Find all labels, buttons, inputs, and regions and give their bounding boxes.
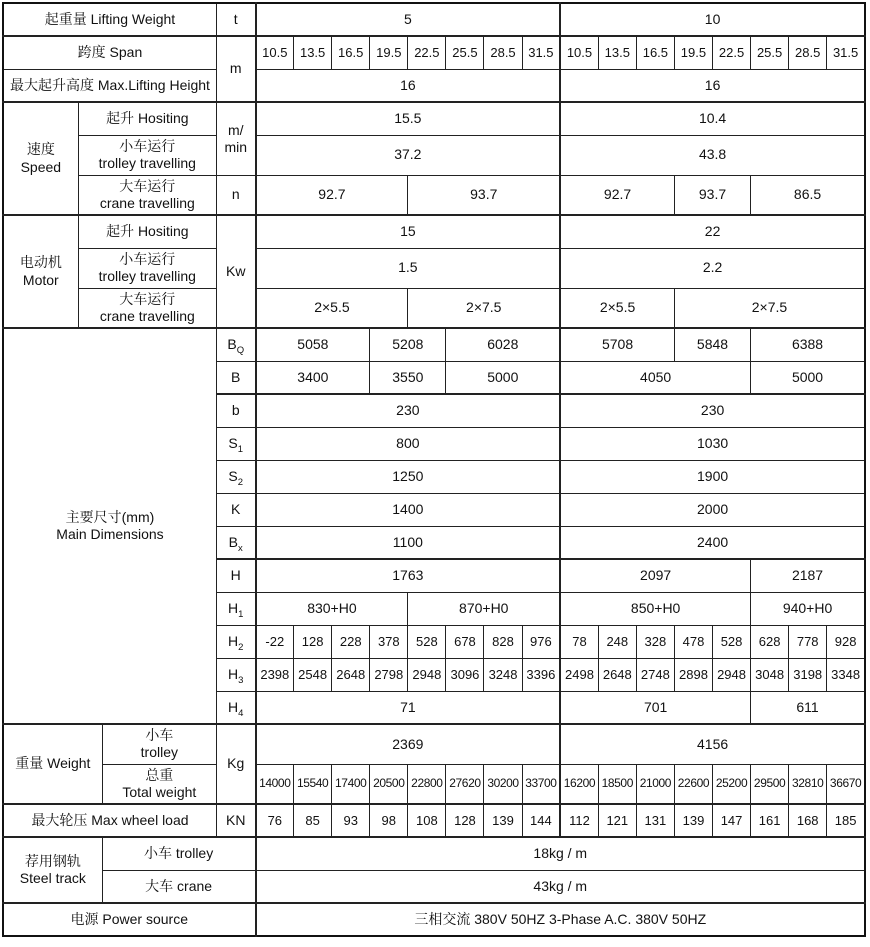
motor-label-en: Motor: [22, 271, 59, 288]
symbol-b-small: b: [216, 394, 255, 427]
wheel-load-cell: 108: [408, 804, 446, 837]
row-lifting-weight: [3, 3, 865, 36]
h4-5t: 71: [256, 691, 561, 724]
row-speed-crane: [3, 175, 865, 215]
bx-10t: 2400: [560, 526, 865, 559]
speed-crane-10t-b: 93.7: [674, 175, 750, 215]
s1-5t: 800: [256, 427, 561, 460]
motor-label-zh: 电动机: [19, 254, 62, 271]
bq-5t-a: 5058: [256, 328, 370, 361]
track-trolley-label: 小车 trolley: [102, 837, 255, 870]
h3-cell: 3048: [751, 658, 789, 691]
lifting-weight-5t: 5: [256, 3, 561, 36]
weight-group-label: 重量 Weight: [3, 724, 102, 804]
row-motor-crane: [3, 288, 865, 328]
weight-total-label: [102, 764, 216, 804]
row-dim-bq: [3, 328, 865, 361]
total-weight-cell: 30200: [484, 764, 522, 804]
total-weight-cell: 22800: [408, 764, 446, 804]
symbol-s2-sub: 2: [237, 476, 244, 488]
wheel-load-cell: 128: [446, 804, 484, 837]
motor-crane-10t-a: 2×5.5: [560, 288, 674, 328]
symbol-k: K: [216, 493, 255, 526]
h2-cell: 248: [598, 625, 636, 658]
track-trolley-value: 18kg / m: [256, 837, 865, 870]
span-cell: 10.5: [256, 36, 294, 69]
k-10t: 2000: [560, 493, 865, 526]
h3-cell: 3396: [522, 658, 560, 691]
h-10t-a: 2097: [560, 559, 750, 592]
h2-cell: 378: [370, 625, 408, 658]
total-weight-cell: 36670: [827, 764, 865, 804]
h3-cell: 3348: [827, 658, 865, 691]
symbol-h4-base: H: [228, 698, 239, 715]
total-weight-cell: 14000: [256, 764, 294, 804]
total-weight-cell: 27620: [446, 764, 484, 804]
symbol-s2-base: S: [228, 467, 238, 484]
unit-m-min-line2: min: [224, 138, 247, 155]
wheel-load-cell: 121: [598, 804, 636, 837]
bq-5t-c: 6028: [446, 328, 560, 361]
h3-cell: 2498: [560, 658, 598, 691]
motor-crane-label-en: crane travelling: [99, 307, 195, 324]
speed-hoist-10t: 10.4: [560, 102, 865, 135]
weight-trolley-10t: 4156: [560, 724, 865, 764]
span-cell: 31.5: [827, 36, 865, 69]
speed-crane-10t-a: 92.7: [560, 175, 674, 215]
h3-cell: 3248: [484, 658, 522, 691]
total-weight-cell: 29500: [751, 764, 789, 804]
span-cell: 22.5: [408, 36, 446, 69]
row-wheel-load: [3, 804, 865, 837]
wheel-load-cell: 98: [370, 804, 408, 837]
unit-t: t: [216, 3, 255, 36]
row-track-trolley: [3, 837, 865, 870]
h3-cell: 2948: [713, 658, 751, 691]
weight-trolley-label-en: trolley: [140, 744, 178, 761]
symbol-bq: [216, 328, 255, 361]
row-power-source: [3, 903, 865, 936]
bq-10t-c: 6388: [751, 328, 865, 361]
h2-cell: 678: [446, 625, 484, 658]
span-cell: 25.5: [751, 36, 789, 69]
h4-10t-a: 701: [560, 691, 750, 724]
total-weight-cell: 15540: [294, 764, 332, 804]
h4-10t-b: 611: [751, 691, 865, 724]
wheel-load-cell: 139: [674, 804, 712, 837]
speed-trolley-label-en: trolley travelling: [98, 155, 196, 171]
motor-hoist-5t: 15: [256, 215, 561, 248]
h3-cell: 2648: [598, 658, 636, 691]
crane-spec-table: [2, 2, 866, 937]
span-cell: 19.5: [674, 36, 712, 69]
h2-cell: 828: [484, 625, 522, 658]
b-small-10t: 230: [560, 394, 865, 427]
h2-cell: 628: [751, 625, 789, 658]
b-10t-b: 5000: [751, 361, 865, 394]
speed-crane-10t-c: 86.5: [751, 175, 865, 215]
symbol-b: B: [216, 361, 255, 394]
s1-10t: 1030: [560, 427, 865, 460]
symbol-h2-sub: 2: [238, 641, 244, 653]
speed-crane-5t-b: 93.7: [408, 175, 560, 215]
total-weight-cell: 20500: [370, 764, 408, 804]
symbol-h4-sub: 4: [238, 707, 244, 719]
h1-10t-b: 940+H0: [751, 592, 865, 625]
b-5t-c: 5000: [446, 361, 560, 394]
motor-crane-5t-a: 2×5.5: [256, 288, 408, 328]
dimensions-label-zh: 主要尺寸(mm): [65, 508, 155, 525]
bq-10t-b: 5848: [674, 328, 750, 361]
bx-5t: 1100: [256, 526, 561, 559]
bq-5t-b: 5208: [370, 328, 446, 361]
span-cell: 28.5: [789, 36, 827, 69]
row-speed-trolley: [3, 135, 865, 175]
span-label: 跨度 Span: [3, 36, 216, 69]
wheel-load-cell: 131: [636, 804, 674, 837]
max-height-10t: 16: [560, 69, 865, 102]
weight-total-label-zh: 总重: [145, 766, 174, 783]
symbol-h4: [216, 691, 255, 724]
s2-10t: 1900: [560, 460, 865, 493]
wheel-load-cell: 76: [256, 804, 294, 837]
h3-cell: 3198: [789, 658, 827, 691]
h2-cell: 976: [522, 625, 560, 658]
wheel-load-label: 最大轮压 Max wheel load: [3, 804, 216, 837]
span-cell: 16.5: [332, 36, 370, 69]
span-cell: 16.5: [636, 36, 674, 69]
h2-cell: 478: [674, 625, 712, 658]
motor-group-label: [3, 215, 78, 328]
wheel-load-cell: 139: [484, 804, 522, 837]
span-cell: 22.5: [713, 36, 751, 69]
symbol-h3-base: H: [228, 665, 239, 682]
wheel-load-cell: 161: [751, 804, 789, 837]
span-cell: 19.5: [370, 36, 408, 69]
row-track-crane: [3, 870, 865, 903]
weight-trolley-label: [102, 724, 216, 764]
span-cell: 31.5: [522, 36, 560, 69]
speed-group-label: [3, 102, 78, 215]
speed-trolley-label: [78, 135, 216, 175]
h1-10t-a: 850+H0: [560, 592, 750, 625]
symbol-h3: [216, 658, 255, 691]
total-weight-cell: 32810: [789, 764, 827, 804]
symbol-h2-base: H: [228, 632, 239, 649]
dimensions-label-en: Main Dimensions: [56, 526, 164, 542]
max-height-label: 最大起升高度 Max.Lifting Height: [3, 69, 216, 102]
row-speed-hoist: [3, 102, 865, 135]
h2-cell: 328: [636, 625, 674, 658]
motor-trolley-5t: 1.5: [256, 248, 561, 288]
symbol-s1: [216, 427, 255, 460]
symbol-bx-base: B: [228, 533, 239, 550]
unit-m: m: [216, 36, 255, 102]
h3-cell: 2398: [256, 658, 294, 691]
symbol-s1-sub: 1: [237, 443, 244, 455]
k-5t: 1400: [256, 493, 561, 526]
row-span: [3, 36, 865, 69]
symbol-s1-base: S: [228, 434, 238, 451]
unit-kg: Kg: [216, 724, 255, 804]
h1-5t-b: 870+H0: [408, 592, 560, 625]
symbol-bq-sub: Q: [236, 345, 245, 356]
speed-crane-label-en: crane travelling: [99, 194, 195, 211]
h2-cell: 78: [560, 625, 598, 658]
speed-hoist-5t: 15.5: [256, 102, 561, 135]
total-weight-cell: 18500: [598, 764, 636, 804]
dimensions-group-label: [3, 328, 216, 724]
wheel-load-cell: 85: [294, 804, 332, 837]
h3-cell: 2898: [674, 658, 712, 691]
motor-crane-10t-b: 2×7.5: [674, 288, 865, 328]
speed-trolley-label-zh: 小车运行: [119, 137, 176, 154]
h2-cell: 528: [408, 625, 446, 658]
h3-cell: 2648: [332, 658, 370, 691]
h2-cell: 928: [827, 625, 865, 658]
speed-hoist-label: 起升 Hositing: [78, 102, 216, 135]
motor-crane-label: [78, 288, 216, 328]
b-5t-b: 3550: [370, 361, 446, 394]
speed-trolley-10t: 43.8: [560, 135, 865, 175]
h3-cell: 2798: [370, 658, 408, 691]
speed-label-en: Speed: [20, 158, 62, 175]
span-cell: 28.5: [484, 36, 522, 69]
unit-m-min-line1: m/: [227, 121, 244, 138]
h2-cell: -22: [256, 625, 294, 658]
lifting-weight-10t: 10: [560, 3, 865, 36]
power-source-label: 电源 Power source: [3, 903, 256, 936]
h-5t: 1763: [256, 559, 561, 592]
motor-hoist-label: 起升 Hositing: [78, 215, 216, 248]
row-weight-total: [3, 764, 865, 804]
power-source-value: 三相交流 380V 50HZ 3-Phase A.C. 380V 50HZ: [256, 903, 865, 936]
h2-cell: 778: [789, 625, 827, 658]
symbol-h1: [216, 592, 255, 625]
symbol-bq-base: B: [227, 336, 237, 353]
motor-crane-label-zh: 大车运行: [119, 290, 176, 307]
total-weight-cell: 17400: [332, 764, 370, 804]
wheel-load-cell: 168: [789, 804, 827, 837]
span-cell: 13.5: [294, 36, 332, 69]
row-motor-trolley: [3, 248, 865, 288]
unit-n: n: [216, 175, 255, 215]
weight-trolley-5t: 2369: [256, 724, 561, 764]
b-5t-a: 3400: [256, 361, 370, 394]
b-small-5t: 230: [256, 394, 561, 427]
wheel-load-cell: 144: [522, 804, 560, 837]
h3-cell: 2948: [408, 658, 446, 691]
bq-10t-a: 5708: [560, 328, 674, 361]
weight-trolley-label-zh: 小车: [145, 727, 174, 744]
h3-cell: 2548: [294, 658, 332, 691]
row-weight-trolley: [3, 724, 865, 764]
row-max-height: [3, 69, 865, 102]
total-weight-cell: 33700: [522, 764, 560, 804]
total-weight-cell: 16200: [560, 764, 598, 804]
h3-cell: 2748: [636, 658, 674, 691]
total-weight-cell: 22600: [674, 764, 712, 804]
motor-trolley-label: [78, 248, 216, 288]
span-cell: 13.5: [598, 36, 636, 69]
track-label-zh: 荐用钢轨: [24, 852, 81, 869]
lifting-weight-label: 起重量 Lifting Weight: [3, 3, 216, 36]
h3-cell: 3096: [446, 658, 484, 691]
symbol-h1-base: H: [228, 599, 239, 616]
wheel-load-cell: 185: [827, 804, 865, 837]
span-cell: 25.5: [446, 36, 484, 69]
row-motor-hoist: [3, 215, 865, 248]
symbol-h1-sub: 1: [238, 608, 244, 620]
symbol-bx-sub: x: [238, 542, 243, 554]
s2-5t: 1250: [256, 460, 561, 493]
track-group-label: [3, 837, 102, 903]
unit-m-min: [216, 102, 255, 175]
wheel-load-cell: 112: [560, 804, 598, 837]
total-weight-cell: 21000: [636, 764, 674, 804]
speed-crane-label-zh: 大车运行: [119, 177, 176, 194]
motor-crane-5t-b: 2×7.5: [408, 288, 560, 328]
max-height-5t: 16: [256, 69, 561, 102]
speed-crane-5t-a: 92.7: [256, 175, 408, 215]
speed-trolley-5t: 37.2: [256, 135, 561, 175]
h-10t-b: 2187: [751, 559, 865, 592]
wheel-load-cell: 93: [332, 804, 370, 837]
h2-cell: 128: [294, 625, 332, 658]
symbol-h2: [216, 625, 255, 658]
symbol-h3-sub: 3: [238, 674, 244, 686]
unit-kw: Kw: [216, 215, 255, 328]
total-weight-cell: 25200: [713, 764, 751, 804]
symbol-s2: [216, 460, 255, 493]
motor-hoist-10t: 22: [560, 215, 865, 248]
speed-crane-label: [78, 175, 216, 215]
h1-5t-a: 830+H0: [256, 592, 408, 625]
motor-trolley-10t: 2.2: [560, 248, 865, 288]
b-10t-a: 4050: [560, 361, 750, 394]
h2-cell: 528: [713, 625, 751, 658]
unit-kn: KN: [216, 804, 255, 837]
symbol-h: H: [216, 559, 255, 592]
h2-cell: 228: [332, 625, 370, 658]
wheel-load-cell: 147: [713, 804, 751, 837]
speed-label-zh: 速度: [26, 141, 55, 158]
track-crane-label: 大车 crane: [102, 870, 255, 903]
span-cell: 10.5: [560, 36, 598, 69]
symbol-bx: [216, 526, 255, 559]
motor-trolley-label-zh: 小车运行: [119, 250, 176, 267]
weight-total-label-en: Total weight: [122, 783, 197, 800]
motor-trolley-label-en: trolley travelling: [98, 268, 196, 284]
track-label-en: Steel track: [19, 870, 86, 886]
track-crane-value: 43kg / m: [256, 870, 865, 903]
